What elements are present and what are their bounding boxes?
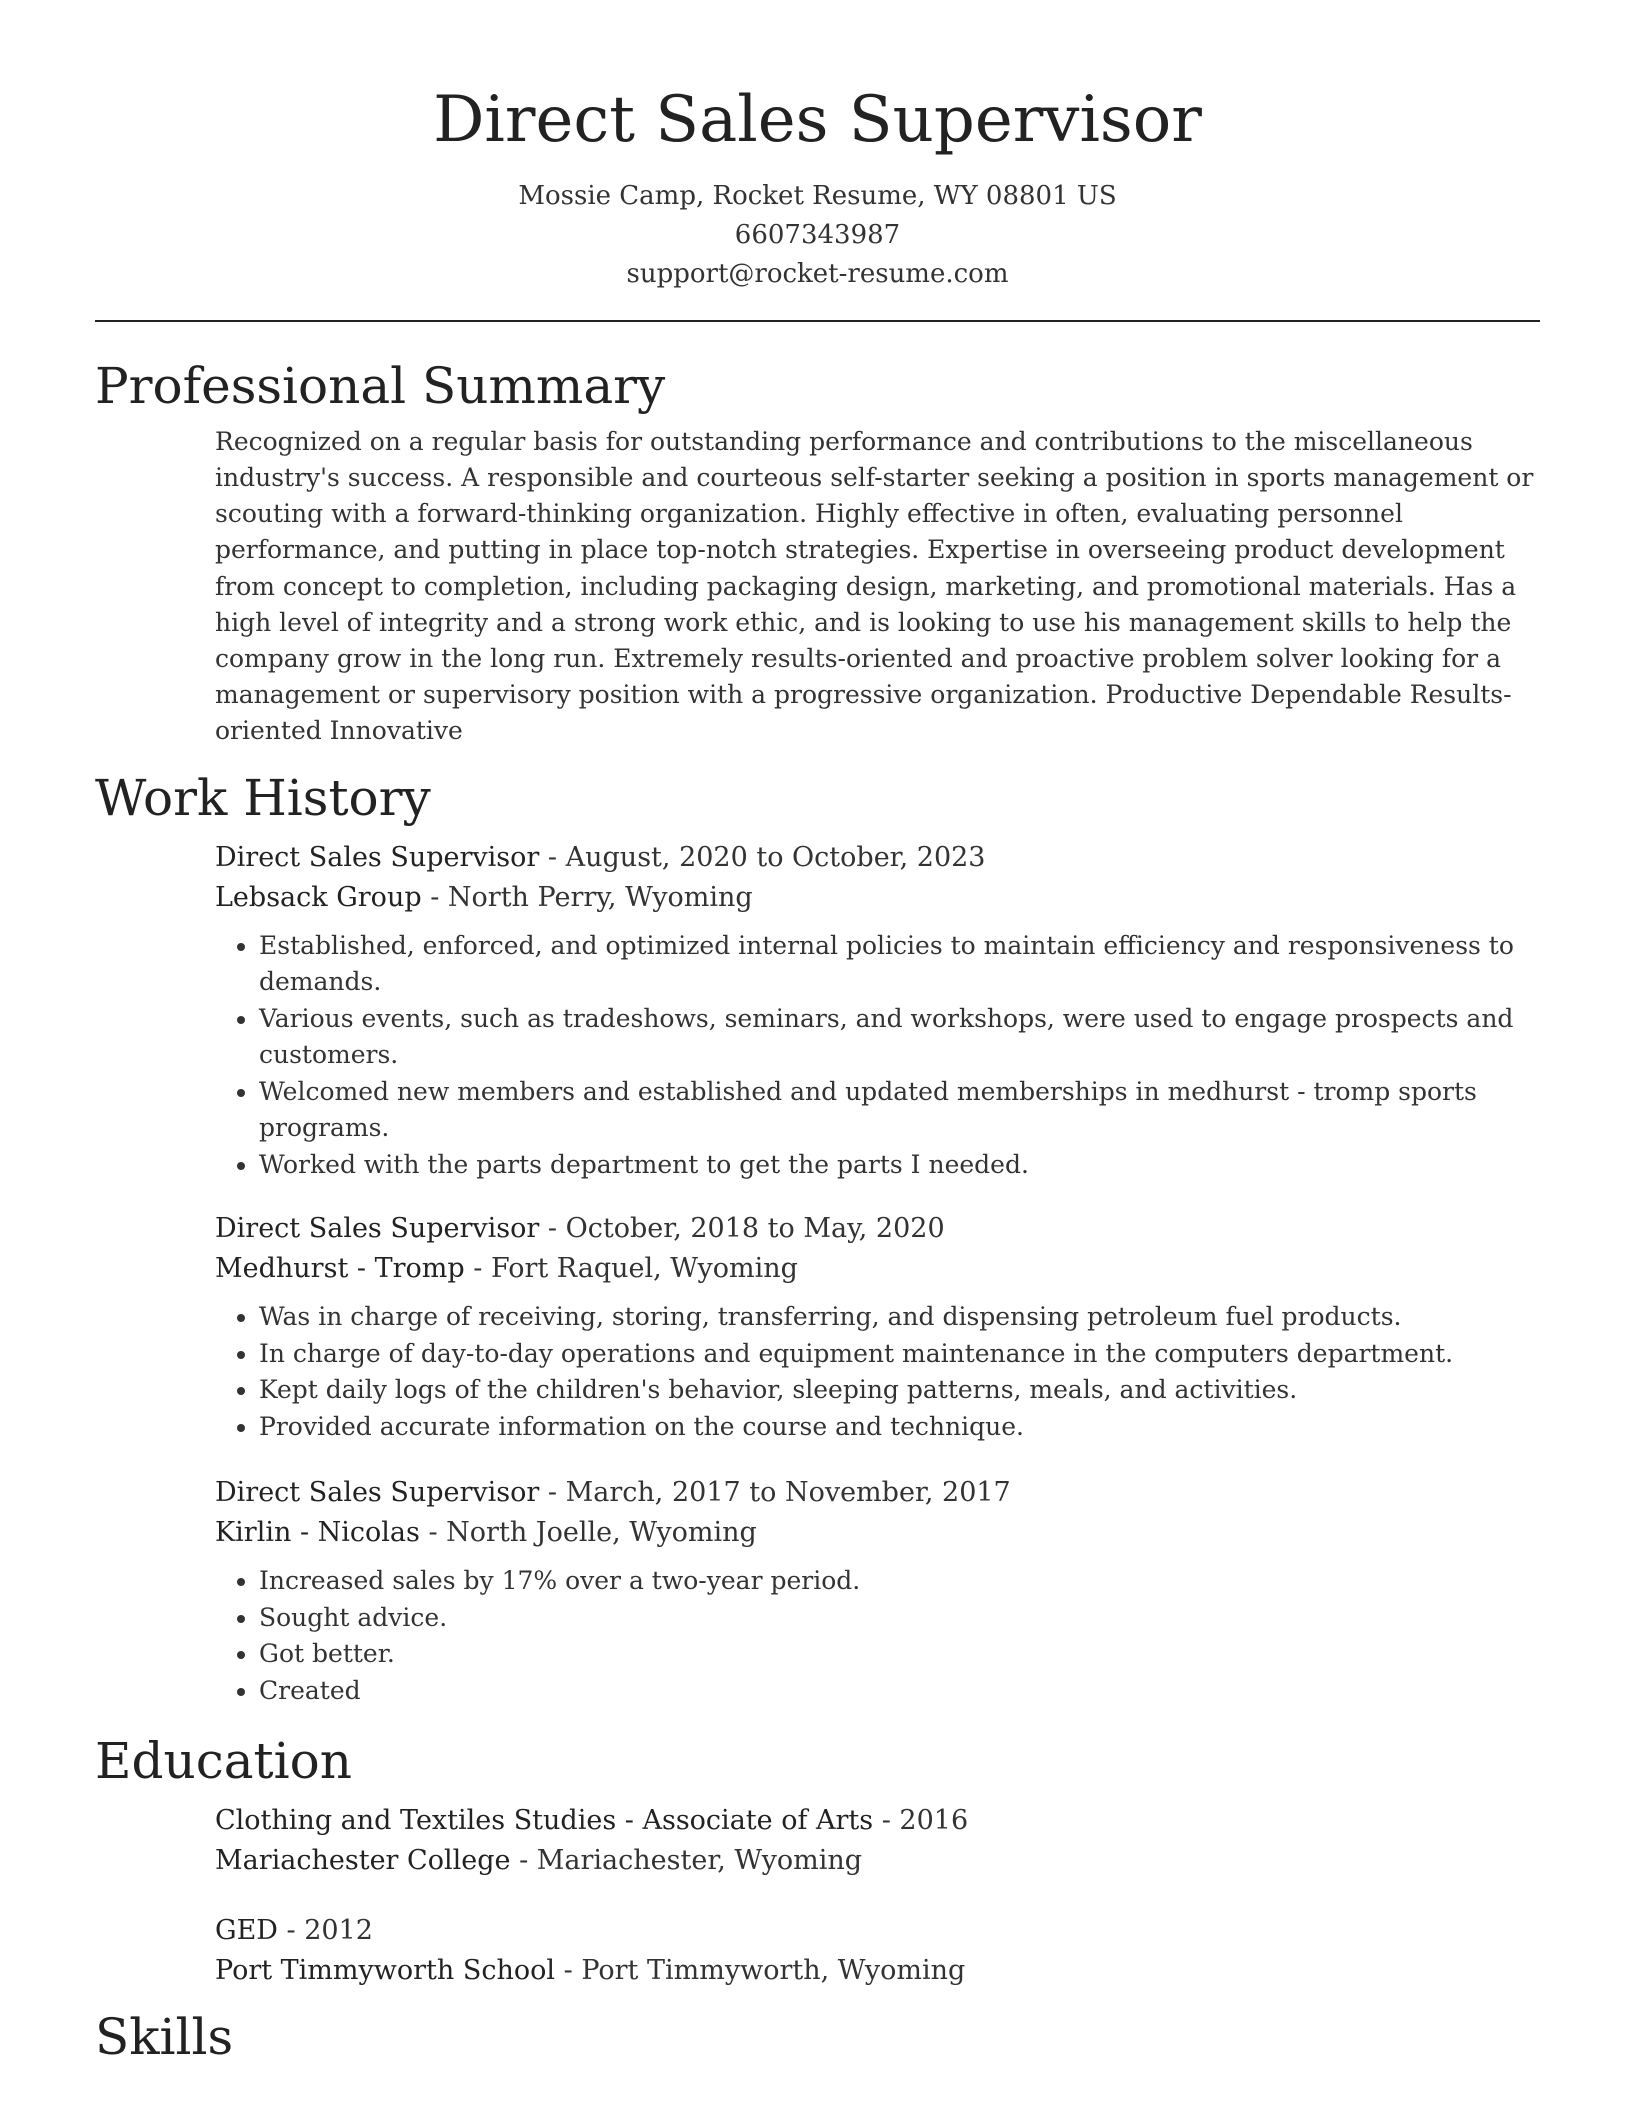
list-item: • Got better. — [259, 1636, 1540, 1673]
job-title-line — [215, 1209, 1540, 1249]
job-dates: - October, 2018 to May, 2020 — [539, 1213, 945, 1245]
education-year: - 2016 — [873, 1805, 969, 1837]
phone-text: 6607343987 — [734, 219, 901, 250]
job-company: Lebsack Group — [215, 881, 422, 913]
job-role: Direct Sales Supervisor — [215, 1477, 540, 1509]
job-title-line — [215, 1473, 1540, 1513]
job-company: Kirlin - Nicolas — [215, 1517, 420, 1549]
job-title-line — [215, 838, 1540, 878]
job-company-line — [215, 1513, 1540, 1553]
work-history-section — [95, 768, 1540, 1710]
email-text: support@rocket-resume.com — [626, 258, 1009, 289]
education-entry — [215, 1801, 1540, 1881]
job-dates: - August, 2020 to October, 2023 — [539, 841, 986, 873]
contact-block — [95, 177, 1540, 294]
education-section — [95, 1731, 1540, 1991]
job-entry — [215, 1473, 1540, 1709]
list-item: • Provided accurate information on the course and technique. — [259, 1409, 1540, 1446]
education-school: Port Timmyworth School — [215, 1955, 556, 1987]
summary-section — [95, 356, 1540, 750]
list-item: • Worked with the parts department to get the parts I needed. — [259, 1147, 1540, 1184]
list-item: • Sought advice. — [259, 1600, 1540, 1637]
job-location: - Fort Raquel, Wyoming — [464, 1253, 798, 1285]
summary-body — [215, 424, 1540, 750]
candidate-title: Direct Sales Supervisor — [433, 83, 1202, 157]
summary-heading: Professional Summary — [95, 356, 666, 415]
list-item: • Welcomed new members and established and updated memberships in medhurst - tromp sports programs. — [259, 1074, 1540, 1147]
education-entry — [215, 1911, 1540, 1991]
job-entry — [215, 1209, 1540, 1445]
job-entry — [215, 838, 1540, 1184]
education-year: - 2012 — [277, 1915, 373, 1947]
job-dates: - March, 2017 to November, 2017 — [539, 1477, 1011, 1509]
address-text: Mossie Camp, Rocket Resume, WY 08801 US — [518, 180, 1117, 211]
education-location: - Mariachester, Wyoming — [510, 1845, 863, 1877]
education-field: Clothing and Textiles Studies - Associate of Arts — [215, 1805, 874, 1837]
job-company: Medhurst - Tromp — [215, 1253, 465, 1285]
education-school: Mariachester College — [215, 1845, 511, 1877]
work-history-body — [215, 838, 1540, 1710]
job-company-line — [215, 1249, 1540, 1289]
job-company-line — [215, 878, 1540, 918]
education-school-line — [215, 1951, 1540, 1991]
education-location: - Port Timmyworth, Wyoming — [555, 1955, 966, 1987]
education-degree-line — [215, 1911, 1540, 1951]
education-body — [215, 1801, 1540, 1991]
job-role: Direct Sales Supervisor — [215, 1213, 540, 1245]
skills-section — [95, 2007, 1540, 2067]
header-divider — [95, 320, 1540, 322]
job-location: - North Perry, Wyoming — [421, 881, 753, 913]
education-degree-line — [215, 1801, 1540, 1841]
job-location: - North Joelle, Wyoming — [419, 1517, 757, 1549]
skills-heading: Skills — [95, 2008, 234, 2067]
work-history-heading: Work History — [95, 768, 431, 827]
list-item: • Created — [259, 1673, 1540, 1710]
education-field: GED — [215, 1915, 278, 1947]
list-item: • Kept daily logs of the children's behavior, sleeping patterns, meals, and activities. — [259, 1372, 1540, 1409]
job-bullets — [215, 1299, 1540, 1445]
list-item: • In charge of day-to-day operations and equipment maintenance in the computers department. — [259, 1336, 1540, 1373]
resume-page — [95, 0, 1540, 2067]
list-item: • Various events, such as tradeshows, seminars, and workshops, were used to engage prospects and customers. — [259, 1001, 1540, 1074]
list-item: • Established, enforced, and optimized internal policies to maintain efficiency and responsiveness to demands. — [259, 928, 1540, 1001]
resume-header — [95, 0, 1540, 294]
job-bullets — [215, 928, 1540, 1184]
education-heading: Education — [95, 1732, 352, 1791]
job-role: Direct Sales Supervisor — [215, 841, 540, 873]
education-school-line — [215, 1841, 1540, 1881]
job-bullets — [215, 1563, 1540, 1709]
list-item: • Increased sales by 17% over a two-year period. — [259, 1563, 1540, 1600]
list-item: • Was in charge of receiving, storing, transferring, and dispensing petroleum fuel products. — [259, 1299, 1540, 1336]
summary-paragraph: Recognized on a regular basis for outstanding performance and contributions to the miscellaneous industry's success. A responsible and courteous self-starter seeking a position in sports management or scouting with a forward-thinking organization. Highly effective in often, evaluating personnel performance, and putting in place top-notch strategies. Expertise in overseeing product development from concept to completion, including packaging design, marketing, and promotional materials. Has a high level of integrity and a strong work ethic, and is looking to use his management skills to help the company grow in the long run. Extremely results-oriented and proactive problem solver looking for a management or supervisory position with a progressive organization. Productive Dependable Results-oriented Innovative — [215, 426, 1534, 746]
